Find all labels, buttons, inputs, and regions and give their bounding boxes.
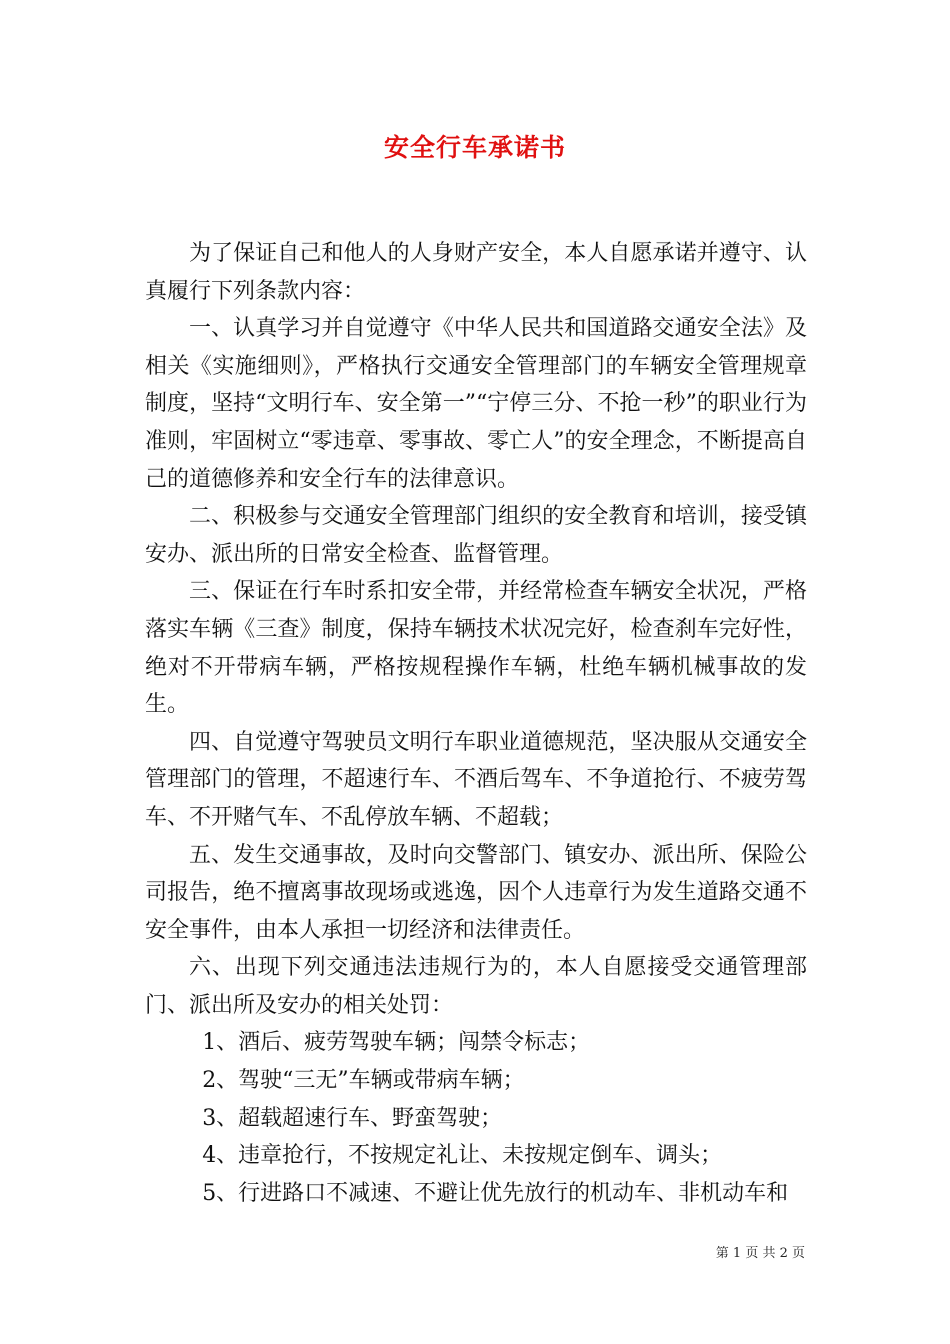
document-title: 安全行车承诺书 — [383, 133, 566, 162]
list-item: 1、酒后、疲劳驾驶车辆；闯禁令标志； — [202, 1030, 591, 1056]
list-item: 3、超载超速行车、野蛮驾驶； — [202, 1105, 503, 1131]
paragraph-clause-1: 一、认真学习并自觉遵守《中华人民共和国道路交通安全法》及相关《实施细则》，严格执行交通安全管理部门的车辆安全管理规章制度，坚持“文明行车、安全第一”“宁停三分、不抢一秒”的职业行为准则，牢固树立“零违章、零事故、零亡人”的安全理念，不断提高自己的道德修养和安全行车的法律意识。 — [145, 316, 807, 492]
list-item: 5、行进路口不减速、不避让优先放行的机动车、非机动车和 — [202, 1180, 789, 1206]
paragraph-clause-2: 二、积极参与交通安全管理部门组织的安全教育和培训，接受镇安办、派出所的日常安全检查、监督管理。 — [145, 504, 807, 567]
list-item: 4、违章抢行，不按规定礼让、未按规定倒车、调头； — [202, 1143, 723, 1169]
list-item: 2、驾驶“三无”车辆或带病车辆； — [202, 1068, 525, 1094]
page-number: 第 1 页 共 2 页 — [715, 1246, 805, 1261]
document-body — [145, 235, 807, 1212]
paragraph-clause-6: 六、出现下列交通违法违规行为的，本人自愿接受交通管理部门、派出所及安办的相关处罚： — [145, 955, 807, 1018]
paragraph-clause-4: 四、自觉遵守驾驶员文明行车职业道德规范，坚决服从交通安全管理部门的管理，不超速行车、不酒后驾车、不争道抢行、不疲劳驾车、不开赌气车、不乱停放车辆、不超载； — [145, 729, 807, 830]
paragraph-intro: 为了保证自己和他人的人身财产安全，本人自愿承诺并遵守、认真履行下列条款内容： — [145, 241, 807, 304]
paragraph-clause-5: 五、发生交通事故，及时向交警部门、镇安办、派出所、保险公司报告，绝不擅离事故现场或逃逸，因个人违章行为发生道路交通不安全事件，由本人承担一切经济和法律责任。 — [145, 842, 807, 943]
paragraph-clause-3: 三、保证在行车时系扣安全带，并经常检查车辆安全状况，严格落实车辆《三查》制度，保持车辆技术状况完好，检查刹车完好性，绝对不开带病车辆，严格按规程操作车辆，杜绝车辆机械事故的发生。 — [145, 579, 807, 718]
